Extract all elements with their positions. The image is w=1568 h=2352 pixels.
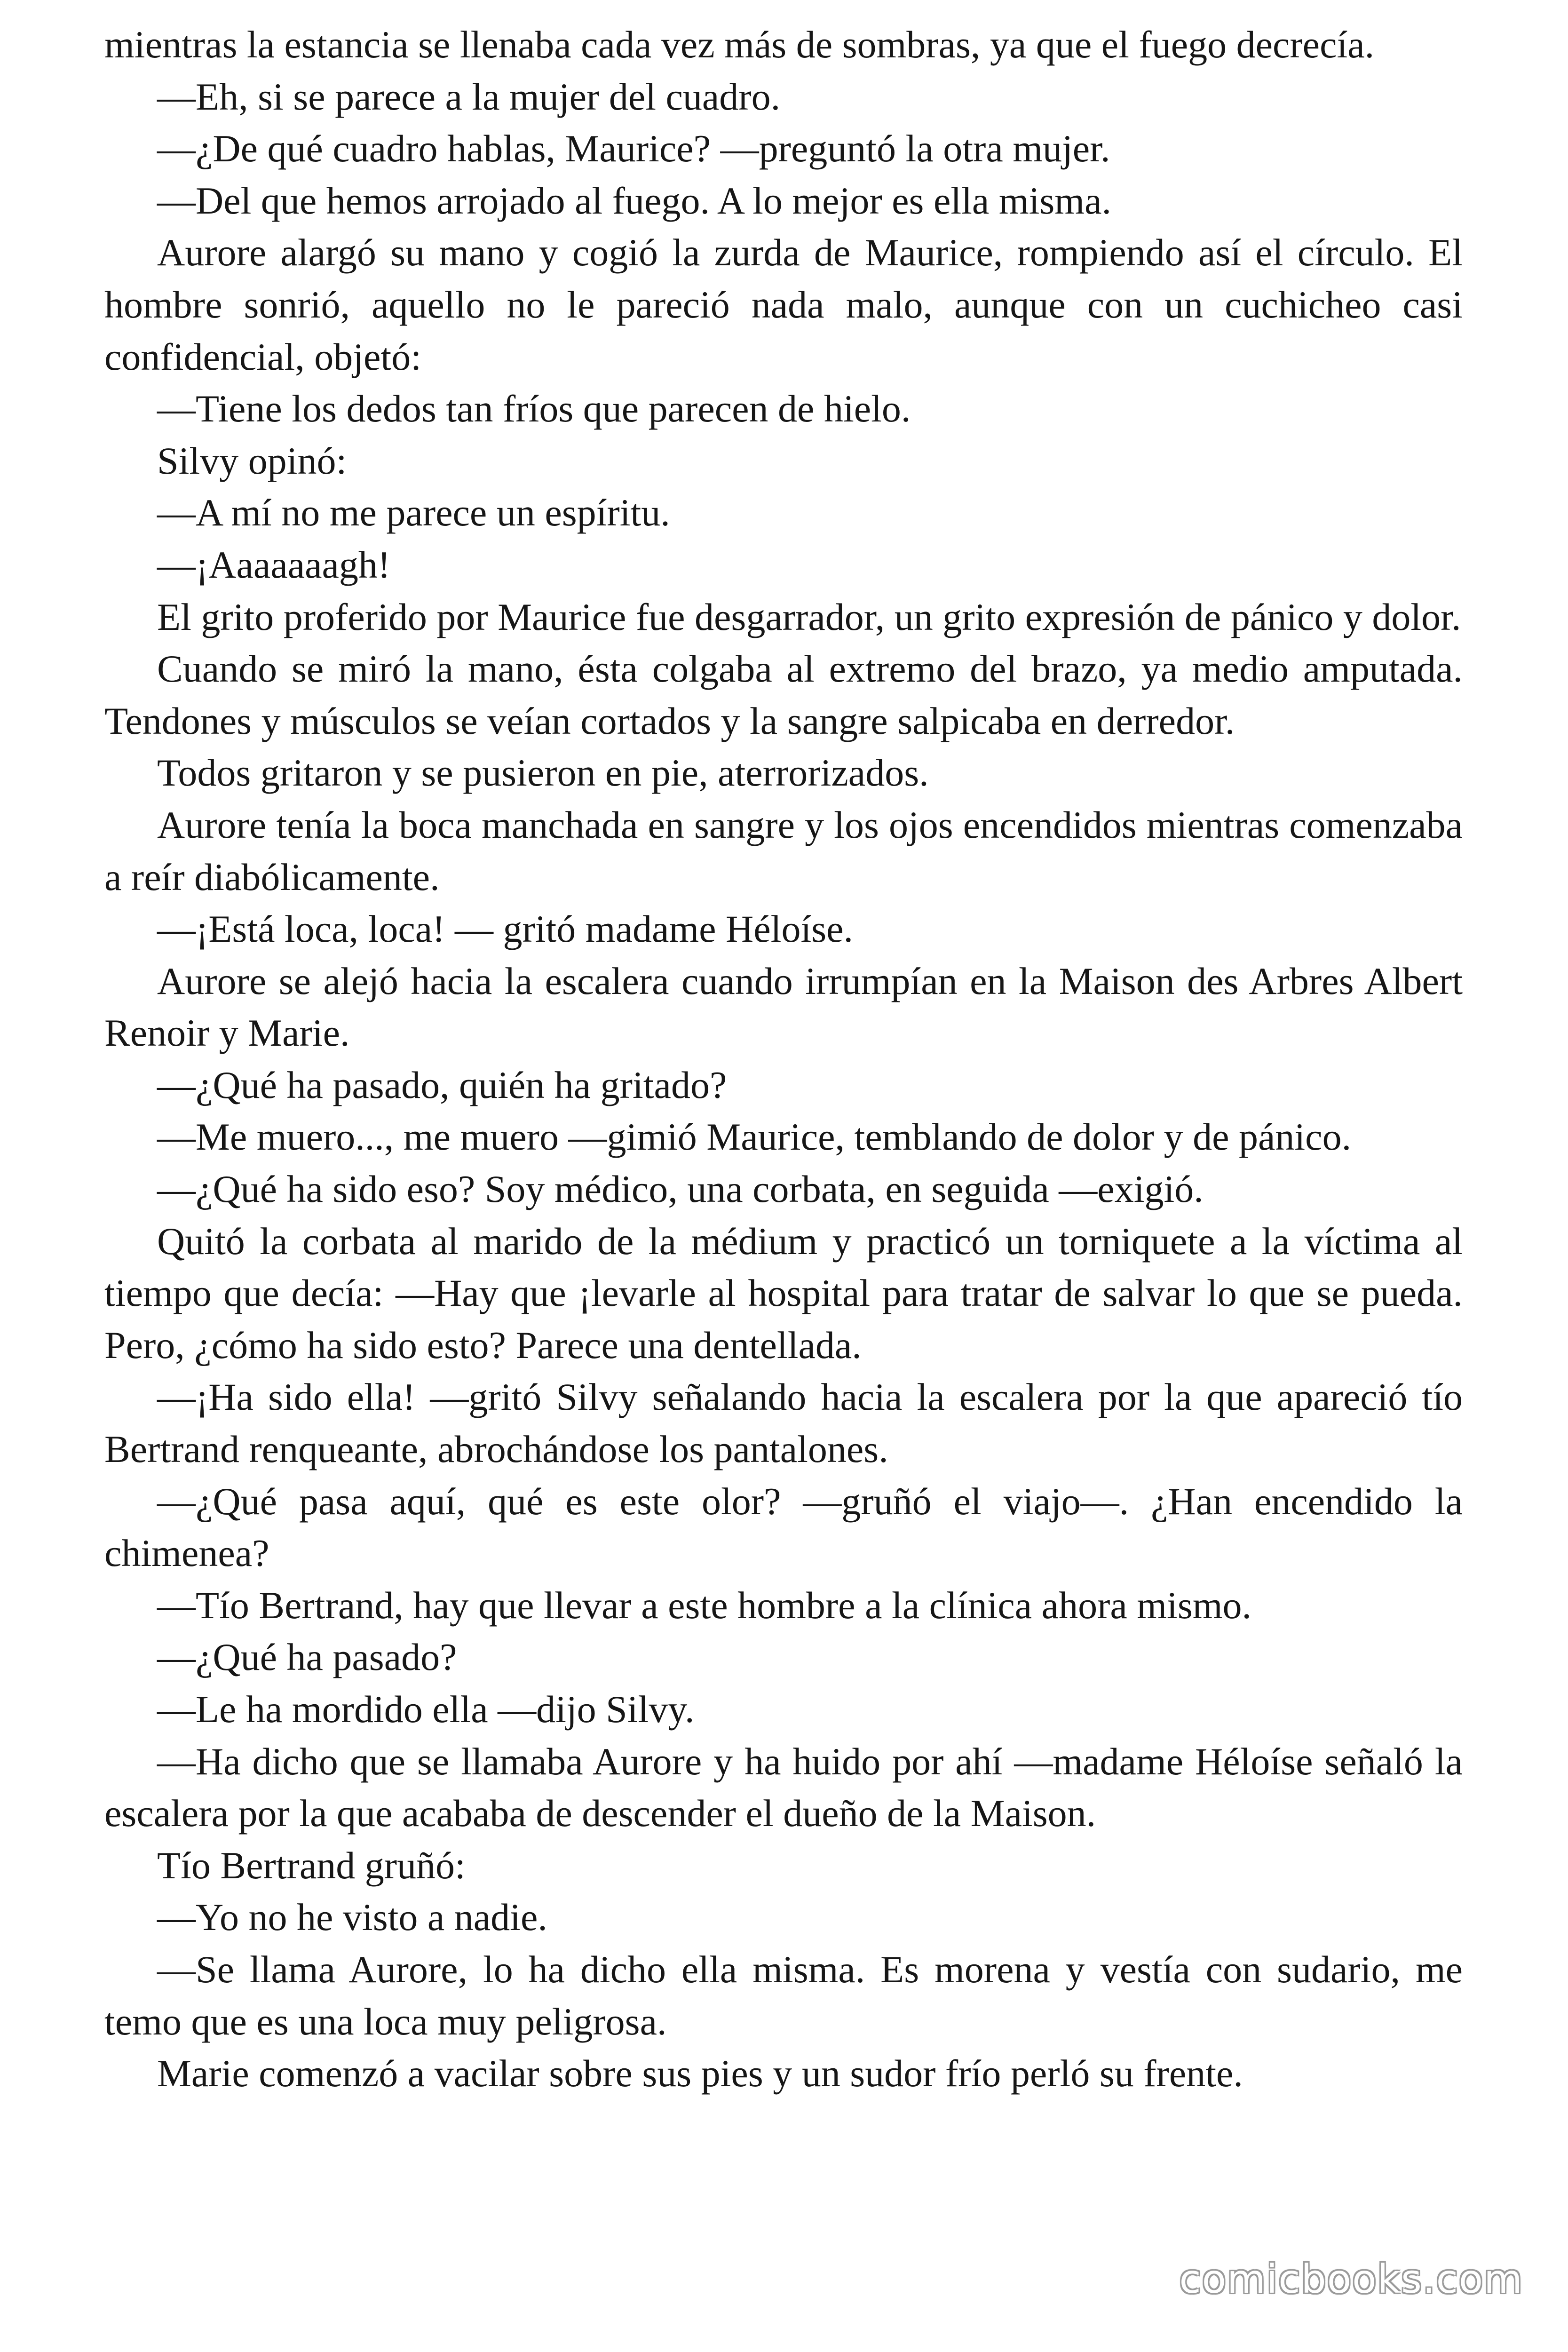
paragraph-20: —¡Ha sido ella! —gritó Silvy señalando hacia la escalera por la que apareció tío Bertrand renqueante, abrochándose los pantalones.	[104, 1375, 1463, 1471]
paragraph-1: mientras la estancia se llenaba cada vez más de sombras, ya que el fuego decrecía.	[104, 23, 1375, 66]
paragraph-29: Marie comenzó a vacilar sobre sus pies y un sudor frío perló su frente.	[157, 2052, 1243, 2095]
paragraph-9: —¡Aaaaaaagh!	[157, 543, 391, 586]
paragraph-3: —¿De qué cuadro hablas, Maurice? —preguntó la otra mujer.	[157, 127, 1110, 170]
paragraph-24: —Le ha mordido ella —dijo Silvy.	[157, 1688, 695, 1731]
paragraph-19: Quitó la corbata al marido de la médium y practicó un torniquete a la víctima al tiempo que decía: —Hay que ¡levarle al hospital para tratar de salvar lo que se pueda. Pero, ¿cómo ha sido esto? Parece una dentellada.	[104, 1219, 1463, 1367]
paragraph-21: —¿Qué pasa aquí, qué es este olor? —gruñó el viajo—. ¿Han encendido la chimenea?	[104, 1479, 1463, 1575]
paragraph-27: —Yo no he visto a nadie.	[157, 1896, 547, 1939]
paragraph-12: Todos gritaron y se pusieron en pie, aterrorizados.	[157, 751, 929, 795]
watermark: comicbooks.com	[1179, 2256, 1523, 2302]
paragraph-16: —¿Qué ha pasado, quién ha gritado?	[157, 1063, 727, 1106]
paragraph-8: —A mí no me parece un espíritu.	[157, 491, 670, 534]
paragraph-25: —Ha dicho que se llamaba Aurore y ha huido por ahí —madame Héloíse señaló la escalera por la que acababa de descender el dueño de la Maison.	[104, 1740, 1463, 1835]
paragraph-22: —Tío Bertrand, hay que llevar a este hombre a la clínica ahora mismo.	[157, 1583, 1252, 1627]
paragraph-2: —Eh, si se parece a la mujer del cuadro.	[157, 75, 781, 118]
paragraph-14: —¡Está loca, loca! — gritó madame Héloíse.	[157, 907, 854, 951]
paragraph-28: —Se llama Aurore, lo ha dicho ella misma. Es morena y vestía con sudario, me temo que es una loca muy peligrosa.	[104, 1947, 1463, 2043]
paragraph-5: Aurore alargó su mano y cogió la zurda de Maurice, rompiendo así el círculo. El hombre sonrió, aquello no le pareció nada malo, aunque con un cuchicheo casi confidencial, objetó:	[104, 231, 1463, 378]
paragraph-15: Aurore se alejó hacia la escalera cuando irrumpían en la Maison des Arbres Albert Renoir y Marie.	[104, 959, 1463, 1055]
paragraph-18: —¿Qué ha sido eso? Soy médico, una corbata, en seguida —exigió.	[157, 1168, 1204, 1211]
paragraph-7: Silvy opinó:	[157, 439, 347, 482]
paragraph-6: —Tiene los dedos tan fríos que parecen de hielo.	[157, 387, 911, 430]
paragraph-13: Aurore tenía la boca manchada en sangre y los ojos encendidos mientras comenzaba a reír diabólicamente.	[104, 803, 1463, 898]
paragraph-17: —Me muero..., me muero —gimió Maurice, temblando de dolor y de pánico.	[157, 1115, 1352, 1159]
paragraph-23: —¿Qué ha pasado?	[157, 1636, 457, 1679]
paragraph-10: El grito proferido por Maurice fue desgarrador, un grito expresión de pánico y dolor.	[157, 595, 1461, 638]
paragraph-4: —Del que hemos arrojado al fuego. A lo mejor es ella misma.	[157, 179, 1111, 222]
paragraph-11: Cuando se miró la mano, ésta colgaba al extremo del brazo, ya medio amputada. Tendones y músculos se veían cortados y la sangre salpicaba en derredor.	[104, 647, 1463, 742]
page-text	[104, 19, 1463, 2100]
paragraph-26: Tío Bertrand gruñó:	[157, 1843, 466, 1887]
